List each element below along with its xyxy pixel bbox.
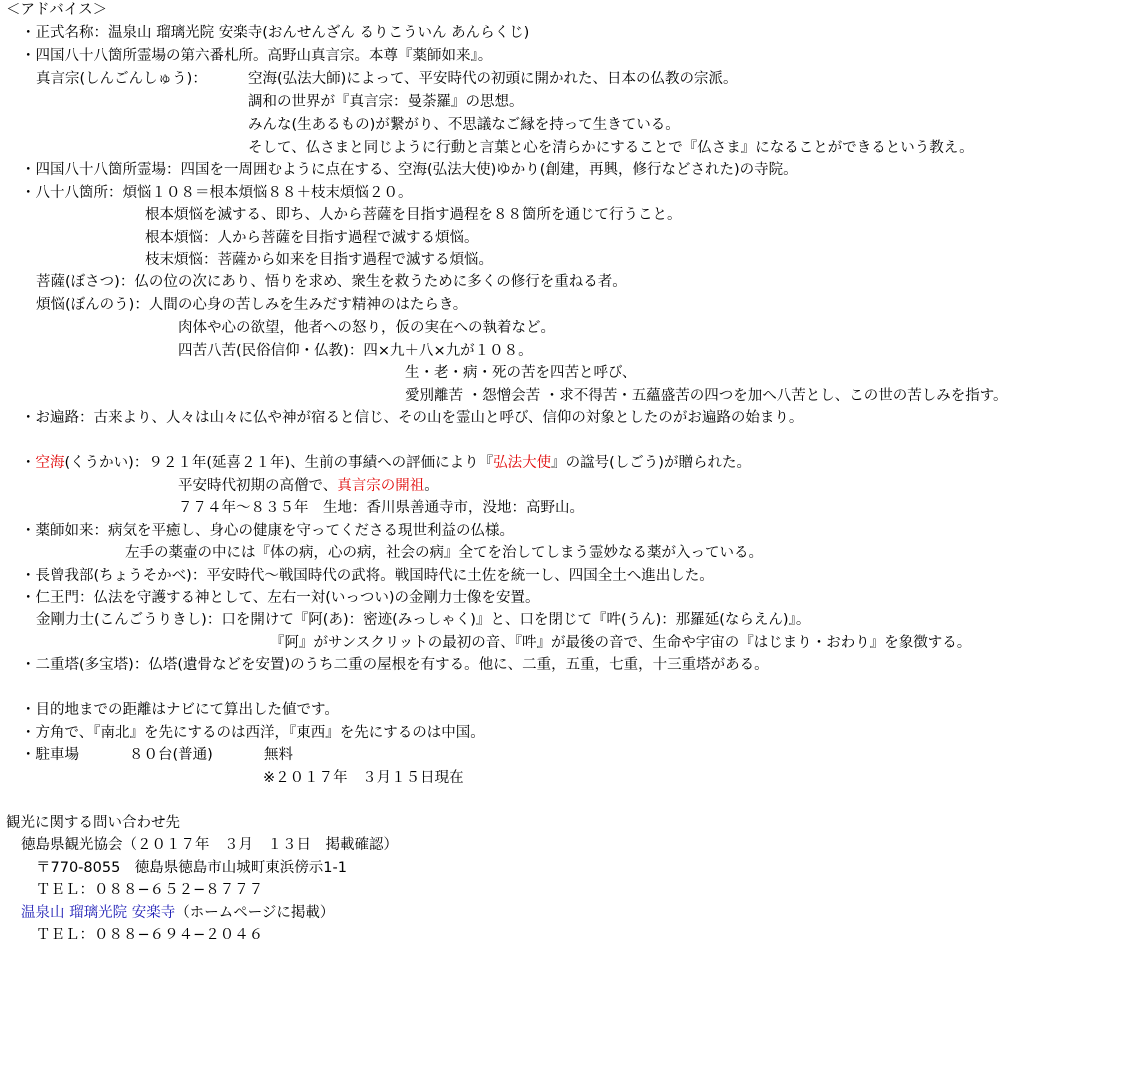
parking-as-of: ※２０１７年 ３月１５日現在 [263,770,464,786]
parking-fee: 無料 [264,747,293,763]
88-places-line-2: 根本煩悩を滅する、即ち、人から菩薩を目指す過程を８８箇所を通じて行うこと。 [145,207,682,223]
item-88-places [21,183,413,203]
inquiry-tel-2: ＴＥＬ：０８８−６９４−２０４６ [36,927,264,943]
yakushi-line-1: 薬師如来：病気を平癒し、身心の健康を守ってくださる現世利益の仏様。 [35,523,514,539]
chosokabe-text: 長曾我部(ちょうそかべ)：平安時代〜戦国時代の武将。戦国時代に土佐を統一し、四国全土へ進出した。 [35,568,714,584]
bosatsu-entry [36,272,627,292]
shingon-line-3: みんな(生あるもの)が繋がり、不思議なご縁を持って生きている。 [248,117,680,133]
bullet: ・ [21,410,36,426]
bullet: ・ [21,48,36,64]
item-nijuto [21,655,769,675]
advice-heading: ＜アドバイス＞ [6,2,108,18]
kukai-line-2a: 平安時代初期の高僧で、 [178,478,338,494]
direction-note-text: 方角で、『南北』を先にするのは西洋，『東西』を先にするのは中国。 [35,725,485,741]
shingon-line-1: 空海(弘法大師)によって、平安時代の初頭に開かれた、日本の仏教の宗派。 [248,71,738,87]
inquiry-tel-1: ＴＥＬ：０８８−６５２−８７７７ [36,882,264,898]
niomon-line-1: 仁王門：仏法を守護する神として、左右一対(いっつい)の金剛力士像を安置。 [35,590,540,606]
inquiry-temple [21,903,334,923]
shingon-term: 真言宗(しんごんしゅう)： [36,71,207,87]
distance-note-text: 目的地までの距離はナビにて算出した値です。 [35,702,339,718]
yakushi-line-2: 左手の薬壷の中には『体の病，心の病，社会の病』全てを治してしまう霊妙なる薬が入っている。 [125,545,763,561]
bullet: ・ [21,657,36,673]
kukai-line-2 [178,476,439,496]
88-places-term: 八十八箇所： [35,185,123,201]
bullet: ・ [21,568,36,584]
bullet: ・ [21,25,36,41]
shiku-line-3: 愛別離苦 ・怨憎会苦 ・求不得苦・五蘊盛苦の四つを加へ八苦とし、この世の苦しみを指す。 [405,388,1008,404]
88-places-line-3: 根本煩悩：人から菩薩を目指す過程で滅する煩悩。 [145,230,479,246]
item-direction-note [21,723,485,743]
bosatsu-text: 仏の位の次にあり、悟りを求め、衆生を救うために多くの修行を重ねる者。 [134,274,627,290]
item-official-name [21,23,529,43]
kukai-name: 空海 [35,455,65,471]
bullet: ・ [21,702,36,718]
shingon-line-4: そして、仏さまと同じように行動と言葉と心を清らかにすることで『仏さま』になることができるという教え。 [248,140,974,156]
bonno-line-1: 人間の心身の苦しみを生みだす精神のはたらき。 [148,297,468,313]
bonno-term: 煩悩(ぼんのう)： [36,297,149,313]
niomon-line-3: 『阿』がサンスクリットの最初の音、『吽』が最後の音で、生命や宇宙の『はじまり・おわり』を象徴する。 [270,635,972,651]
shiku-line-2: 生・老・病・死の苦を四苦と呼び、 [405,365,637,381]
bullet: ・ [21,725,36,741]
bullet: ・ [21,747,36,763]
shikoku88-text: 四国八十八箇所霊場：四国を一周囲むように点在する、空海(弘法大使)ゆかり(創建，再興，修行などされた)の寺院。 [35,162,798,178]
bosatsu-term: 菩薩(ぼさつ)： [36,274,135,290]
shiku-line-1: 四×九＋八×九が１０８。 [363,343,533,359]
shiku-entry [178,341,533,361]
bonno-entry [36,295,467,315]
parking-capacity: ８０台(普通) [129,747,213,763]
bullet: ・ [21,162,36,178]
item-shikoku88 [21,160,798,180]
inquiry-heading: 観光に関する問い合わせ先 [6,815,180,831]
88-places-line-4: 枝末煩悩：菩薩から如来を目指す過程で滅する煩悩。 [145,252,493,268]
inquiry-association: 徳島県観光協会（２０１７年 ３月 １３日 掲載確認） [21,837,398,853]
nijuto-text: 二重塔(多宝塔)：仏塔(遺骨などを安置)のうち二重の屋根を有する。他に、二重，五重，七重，十三重塔がある。 [35,657,769,673]
bullet: ・ [21,523,36,539]
kukai-founder: 真言宗の開祖 [337,478,425,494]
temple-note: （ホームページに掲載） [175,905,335,921]
shingon-line-2: 調和の世界が『真言宗：曼荼羅』の思想。 [248,94,524,110]
item-chosokabe [21,566,714,586]
pilgrimage-6-text: 四国八十八箇所霊場の第六番札所。高野山真言宗。本尊『薬師如来』。 [35,48,493,64]
niomon-line-2: 金剛力士(こんごうりきし)：口を開けて『阿(あ)：密迹(みっしゃく)』と、口を閉じて『吽(うん)：那羅延(ならえん)』。 [36,612,811,628]
inquiry-address: 〒770-8055 徳島県徳島市山城町東浜傍示1-1 [36,860,347,876]
bullet: ・ [21,455,36,471]
88-places-line-1: 煩悩１０８＝根本煩悩８８＋枝末煩悩２０。 [122,185,413,201]
item-yakushi [21,521,514,541]
kukai-line-2b: 。 [424,478,439,494]
parking-label: 駐車場 [35,747,79,763]
item-pilgrimage-6 [21,46,492,66]
temple-homepage-link[interactable]: 温泉山 瑠璃光院 安楽寺 [21,905,176,921]
bullet: ・ [21,185,36,201]
kukai-text-a: (くうかい)：９２１年(延喜２１年)、生前の事績への評価により『 [64,455,494,471]
bullet: ・ [21,590,36,606]
item-distance-note [21,700,339,720]
bonno-line-2: 肉体や心の欲望，他者への怒り，仮の実在への執着など。 [178,320,555,336]
item-niomon [21,588,540,608]
kukai-title: 弘法大使 [493,455,552,471]
shiku-term: 四苦八苦(民俗信仰・仏教)： [178,343,364,359]
official-name-text: 正式名称：温泉山 瑠璃光院 安楽寺(おんせんざん るりこういん あんらくじ) [35,25,530,41]
ohenro-text: お遍路：古来より、人々は山々に仏や神が宿ると信じ、その山を霊山と呼び、信仰の対象としたのがお遍路の始まり。 [35,410,804,426]
item-parking [21,745,79,765]
item-ohenro [21,408,803,428]
kukai-text-b: 』の諡号(しごう)が贈られた。 [551,455,751,471]
kukai-line-3: ７７４年〜８３５年 生地：香川県善通寺市，没地：高野山。 [178,500,584,516]
item-kukai [21,453,751,473]
